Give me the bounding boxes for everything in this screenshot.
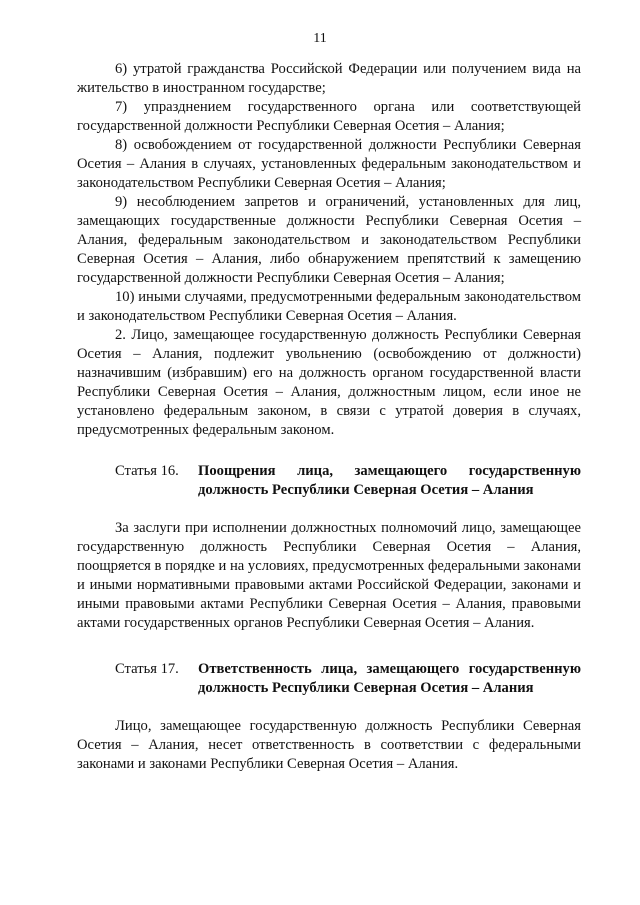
article-17-heading [77, 660, 581, 698]
paragraph-item-9: 9) несоблюдением запретов и ограничений, установленных для лиц, замещающих государственные должности Республики Северная Осетия – Алания, федеральным законодательством и законодательством Республики Северная Осетия – Алания, либо обнаружением препятствий к замещению государственной должности Республики Северная Осетия – Алания; [77, 194, 581, 286]
article-17-title: Ответственность лица, замещающего государственную должность Республики Северная Осетия – Алания [198, 661, 581, 696]
article-17-body [77, 717, 581, 774]
paragraph-item-7: 7) упразднением государственного органа или соответствующей государственной должности Республики Северная Осетия – Алания; [77, 99, 581, 134]
article-16-body [77, 519, 581, 633]
paragraph-item-10: 10) иными случаями, предусмотренными федеральным законодательством и законодательством Республики Северная Осетия – Алания. [77, 289, 581, 324]
paragraph-item-6: 6) утратой гражданства Российской Федерации или получением вида на жительство в иностранном государстве; [77, 61, 581, 96]
paragraph-item-8: 8) освобождением от государственной должности Республики Северная Осетия – Алания в случаях, установленных федеральным законодательством и законодательством Республики Северная Осетия – Алания; [77, 137, 581, 191]
article-16-heading [77, 462, 581, 500]
dismissal-grounds-section [77, 60, 581, 440]
paragraph-part-2: 2. Лицо, замещающее государственную должность Республики Северная Осетия – Алания, подлежит увольнению (освобождению от должности) назначившим (избравшим) его на должность органом государственной власти Республики Северная Осетия – Алания, должностным лицом, если иное не установлено федеральным законом, в связи с утратой доверия в случаях, предусмотренных федеральным законом. [77, 327, 581, 438]
article-17-paragraph: Лицо, замещающее государственную должность Республики Северная Осетия – Алания, несет ответственность в соответствии с федеральными законами и законами Республики Северная Осетия – Алания. [77, 718, 581, 772]
page-number: 11 [313, 31, 327, 46]
article-16-paragraph: За заслуги при исполнении должностных полномочий лицо, замещающее государственную должность Республики Северная Осетия – Алания, поощряется в порядке и на условиях, предусмотренных федеральными законами и иными нормативными правовыми актами Российской Федерации, законами и иными правовыми актами Республики Северная Осетия – Алания, правовыми актами государственных органов Республики Северная Осетия – Алания. [77, 520, 581, 631]
article-17-label: Статья 17. [115, 661, 179, 677]
article-16-title: Поощрения лица, замещающего государственную должность Республики Северная Осетия – Алания [198, 463, 581, 498]
article-16-label: Статья 16. [115, 463, 179, 479]
